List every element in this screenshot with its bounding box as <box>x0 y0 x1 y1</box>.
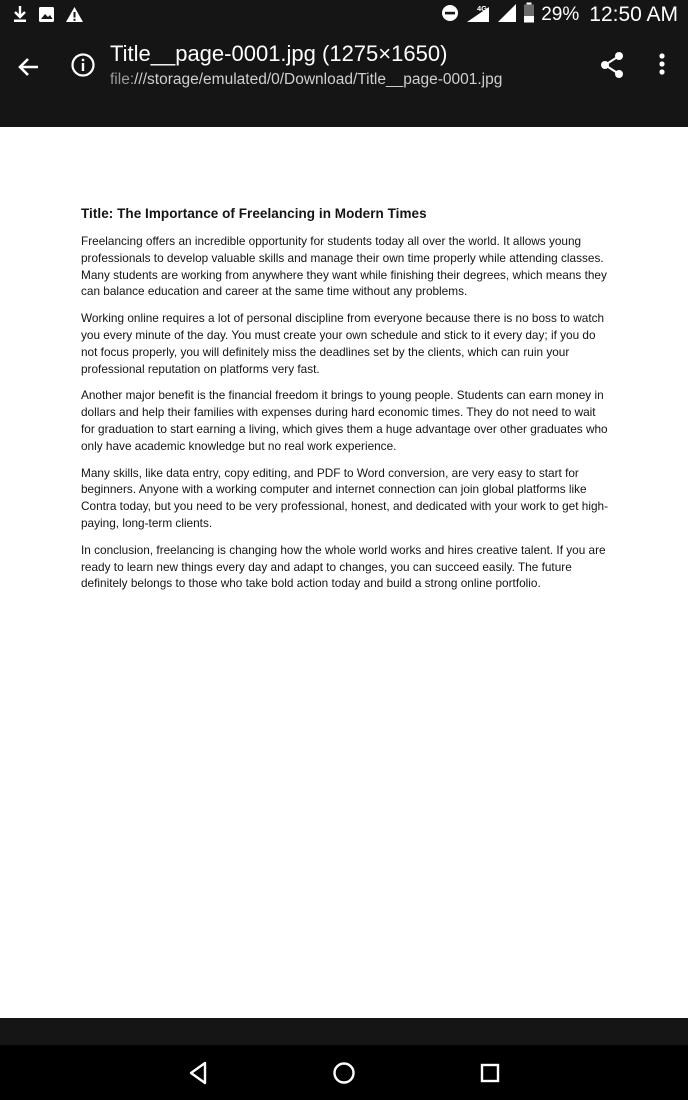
back-arrow-icon <box>14 52 44 82</box>
nav-back-button[interactable] <box>185 1059 213 1087</box>
warning-icon <box>65 6 84 28</box>
do-not-disturb-icon <box>441 4 459 27</box>
document-paragraph: Freelancing offers an incredible opportunity for students today all over the world. It allows young professionals to develop valuable skills and manage their own time properly while attending classes. Many students are working from anywhere they want while finishing their degrees, which means they can balance education and career at the same time without any problems. <box>81 234 607 299</box>
file-title: Title__page-0001.jpg (1275×1650) <box>110 41 448 66</box>
battery-icon <box>523 2 535 28</box>
nav-home-button[interactable] <box>330 1059 358 1087</box>
image-canvas[interactable] <box>0 127 688 1018</box>
app-bar <box>0 30 688 127</box>
status-bar <box>0 0 688 30</box>
document-title: Title: The Importance of Freelancing in Modern Times <box>81 206 427 221</box>
battery-percent: 29% <box>541 4 580 25</box>
document-paragraph: Another major benefit is the financial freedom it brings to young people. Students can earn money in dollars and help their families with expenses during hard economic times. They do not need to wait for graduation to start earning a living, which gives them a huge advantage over other graduates who only have academic knowledge but no real work experience. <box>81 388 608 453</box>
document-paragraph: Many skills, like data entry, copy editing, and PDF to Word conversion, are very easy to start for beginners. Anyone with a working computer and internet connection can join global platforms like Contra today, but you need to be very professional, honest, and dedicated with your work to get high-paying, long-term clients. <box>81 465 609 530</box>
signal-icon <box>497 3 517 28</box>
nav-home-icon <box>330 1059 358 1087</box>
clock: 12:50 AM <box>589 3 678 26</box>
nav-recents-button[interactable] <box>476 1059 504 1087</box>
download-icon <box>12 5 28 28</box>
svg-text:4G: 4G <box>477 3 488 13</box>
share-icon <box>598 50 626 80</box>
info-icon <box>70 52 96 78</box>
file-path-location: ///storage/emulated/0/Download/Title__page-0001.jpg <box>134 71 503 88</box>
signal-4g-icon <box>465 3 491 28</box>
nav-recents-icon <box>476 1059 504 1087</box>
file-path <box>110 71 502 89</box>
bottom-spacer <box>0 1018 688 1045</box>
back-button[interactable] <box>14 52 44 82</box>
file-path-scheme: file: <box>110 71 135 88</box>
document-paragraph: In conclusion, freelancing is changing how the whole world works and hires creative talent. If you are ready to learn new things every day and adapt to changes, you can succeed easily. The future definitely belongs to those who take bold action today and build a strong online portfolio. <box>81 542 606 591</box>
share-button[interactable] <box>598 50 626 80</box>
navigation-bar <box>0 1045 688 1100</box>
more-options-button[interactable] <box>652 50 672 80</box>
nav-back-icon <box>185 1059 213 1087</box>
status-system <box>441 2 678 28</box>
more-vert-icon <box>652 50 672 80</box>
document-paragraph: Working online requires a lot of personal discipline from everyone because there is no boss to watch you every minute of the day. You must create your own schedule and stick to it every day; if you do not focus properly, you will definitely miss the deadlines set by the clients, which can ruin your professional reputation on platforms very fast. <box>81 311 605 376</box>
status-notifications <box>12 5 84 28</box>
document-page <box>81 206 611 602</box>
info-button[interactable] <box>70 52 96 78</box>
image-icon <box>38 6 55 28</box>
